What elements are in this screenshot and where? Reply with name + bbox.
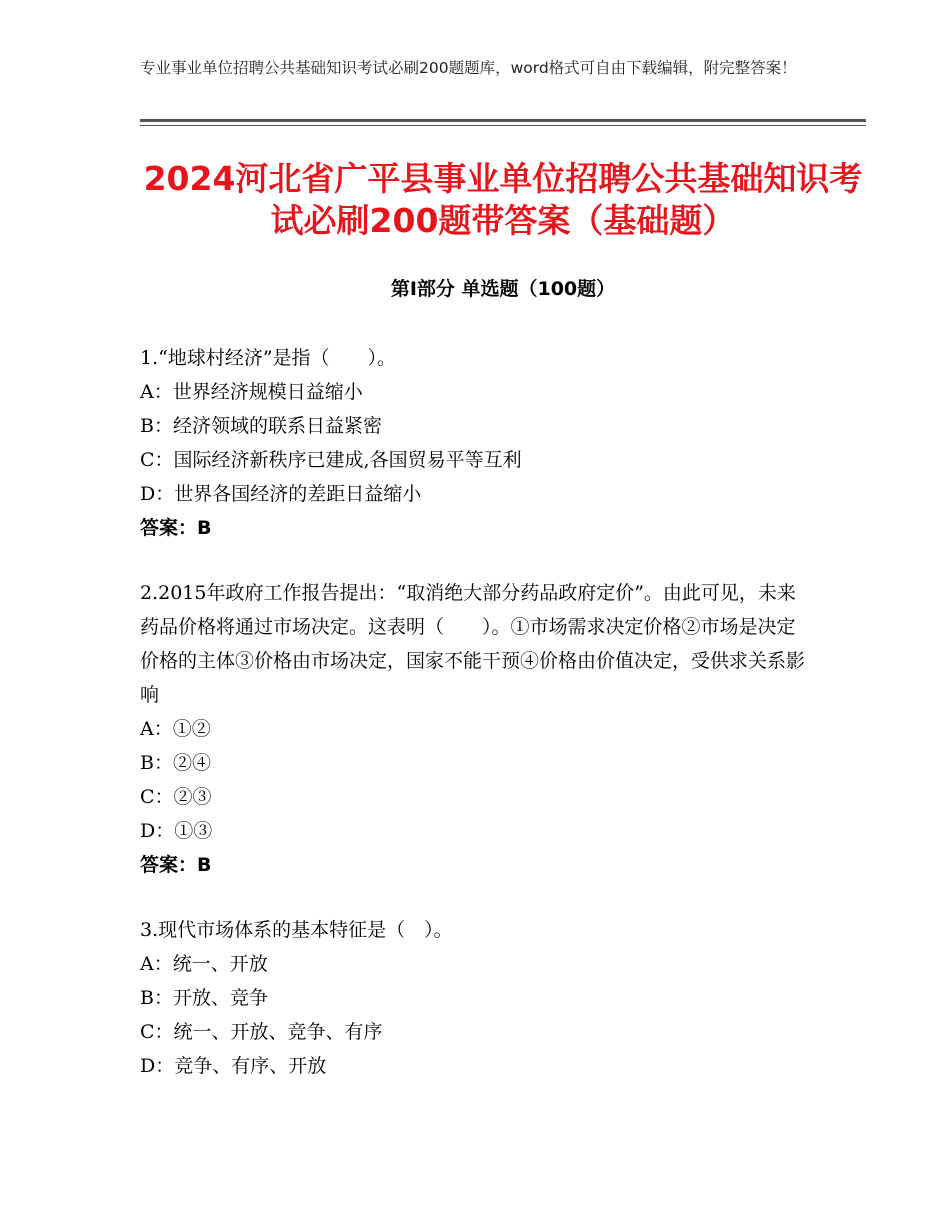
- option-d: D：竞争、有序、开放: [140, 1055, 327, 1077]
- option-d: D：①③: [140, 820, 213, 842]
- option-b: B：经济领域的联系日益紧密: [140, 415, 382, 437]
- document-title: 2024河北省广平县事业单位招聘公共基础知识考试必刷200题带答案（基础题）: [143, 159, 863, 240]
- option-a: A：世界经济规模日益缩小: [140, 381, 363, 403]
- question-stem: 3.现代市场体系的基本特征是（ ）。: [140, 919, 453, 941]
- option-d: D：世界各国经济的差距日益缩小: [140, 483, 422, 505]
- question-3: [140, 913, 810, 1083]
- question-stem: 2.2015年政府工作报告提出：“取消绝大部分药品政府定价”。由此可见，未来药品价格将通过市场决定。这表明（ ）。①市场需求决定价格②市场是决定价格的主体③价格由市场决定，国家不能干预④价格由价值决定，受供求关系影响: [140, 582, 806, 706]
- option-c: C：统一、开放、竞争、有序: [140, 1021, 383, 1043]
- option-b: B：②④: [140, 752, 211, 774]
- question-2: [140, 576, 810, 882]
- header-note: 专业事业单位招聘公共基础知识考试必刷200题题库，word格式可自由下载编辑，附完整答案！: [140, 59, 797, 77]
- answer: 答案：B: [140, 854, 212, 876]
- header-rule-thin: [140, 125, 866, 126]
- option-c: C：国际经济新秩序已建成,各国贸易平等互利: [140, 449, 522, 471]
- question-list: [140, 341, 810, 1114]
- option-a: A：①②: [140, 718, 211, 740]
- section-title: 第I部分 单选题（100题）: [390, 278, 616, 300]
- header-rule-thick: [140, 119, 866, 122]
- answer: 答案：B: [140, 517, 212, 539]
- question-stem: 1.“地球村经济”是指（ ）。: [140, 347, 397, 369]
- option-c: C：②③: [140, 786, 212, 808]
- option-b: B：开放、竞争: [140, 987, 268, 1009]
- option-a: A：统一、开放: [140, 953, 268, 975]
- question-1: [140, 341, 810, 545]
